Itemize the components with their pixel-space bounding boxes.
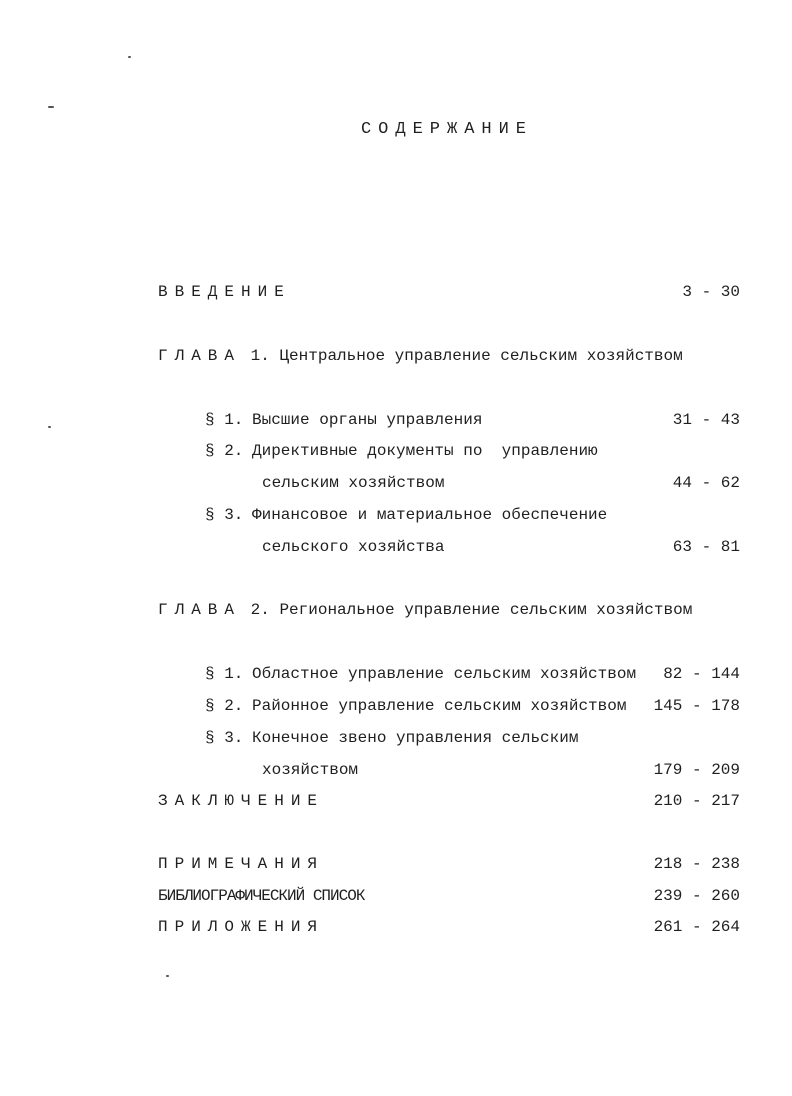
conclusion-pages: 210 - 217: [653, 792, 740, 810]
ch1-section-2-text: Директивные документы по управлению: [252, 442, 598, 460]
chapter2-number: 2.: [250, 601, 270, 619]
notes-label: ПРИМЕЧАНИЯ: [158, 855, 325, 873]
chapter1-prefix: ГЛАВА: [158, 347, 242, 365]
appendices-pages: 261 - 264: [653, 918, 740, 936]
chapter2-prefix: ГЛАВА: [158, 601, 242, 619]
scan-speck: [166, 975, 169, 977]
ch2-section-1-mark: § 1.: [205, 665, 244, 683]
ch1-section-2-text-cont: сельским хозяйством: [262, 474, 445, 492]
conclusion-label: ЗАКЛЮЧЕНИЕ: [158, 792, 325, 810]
scan-speck: [128, 56, 131, 58]
appendices-label: ПРИЛОЖЕНИЯ: [158, 918, 325, 936]
ch2-section-3-text: Конечное звено управления сельским: [252, 729, 579, 747]
ch2-section-3-pages: 179 - 209: [653, 761, 740, 779]
ch2-section-3-text-cont: хозяйством: [262, 761, 359, 779]
notes-pages: 218 - 238: [653, 855, 740, 873]
bibliography-label: БИБЛИОГРАФИЧЕСКИЙ СПИСОК: [158, 887, 365, 905]
ch1-section-1-pages: 31 - 43: [672, 411, 740, 429]
ch1-section-3-text-cont: сельского хозяйства: [262, 538, 445, 556]
scan-speck: [48, 106, 54, 108]
chapter1-number: 1.: [250, 347, 270, 365]
ch1-section-1-text: Высшие органы управления: [252, 411, 483, 429]
ch2-section-2-pages: 145 - 178: [653, 697, 740, 715]
scan-speck: [48, 426, 51, 428]
ch1-section-1-mark: § 1.: [205, 411, 244, 429]
chapter1-heading: [158, 346, 683, 366]
intro-pages: 3 - 30: [682, 283, 740, 301]
chapter1-title: Центральное управление сельским хозяйством: [279, 347, 683, 365]
ch1-section-2-mark: § 2.: [205, 442, 244, 460]
ch1-section-3-text: Финансовое и материальное обеспечение: [252, 506, 608, 524]
ch2-section-2-text: Районное управление сельским хозяйством: [252, 697, 627, 715]
ch1-section-3-mark: § 3.: [205, 506, 244, 524]
ch2-section-1-text: Областное управление сельским хозяйством: [252, 665, 637, 683]
ch2-section-2-mark: § 2.: [205, 697, 244, 715]
page-title: СОДЕРЖАНИЕ: [360, 120, 534, 139]
intro-label: ВВЕДЕНИЕ: [158, 283, 291, 301]
ch1-section-3-pages: 63 - 81: [672, 538, 740, 556]
bibliography-pages: 239 - 260: [653, 887, 740, 905]
ch2-section-3-mark: § 3.: [205, 729, 244, 747]
chapter2-heading: [158, 600, 692, 620]
chapter2-title: Региональное управление сельским хозяйством: [279, 601, 693, 619]
ch2-section-1-pages: 82 - 144: [663, 665, 740, 683]
ch1-section-2-pages: 44 - 62: [672, 474, 740, 492]
